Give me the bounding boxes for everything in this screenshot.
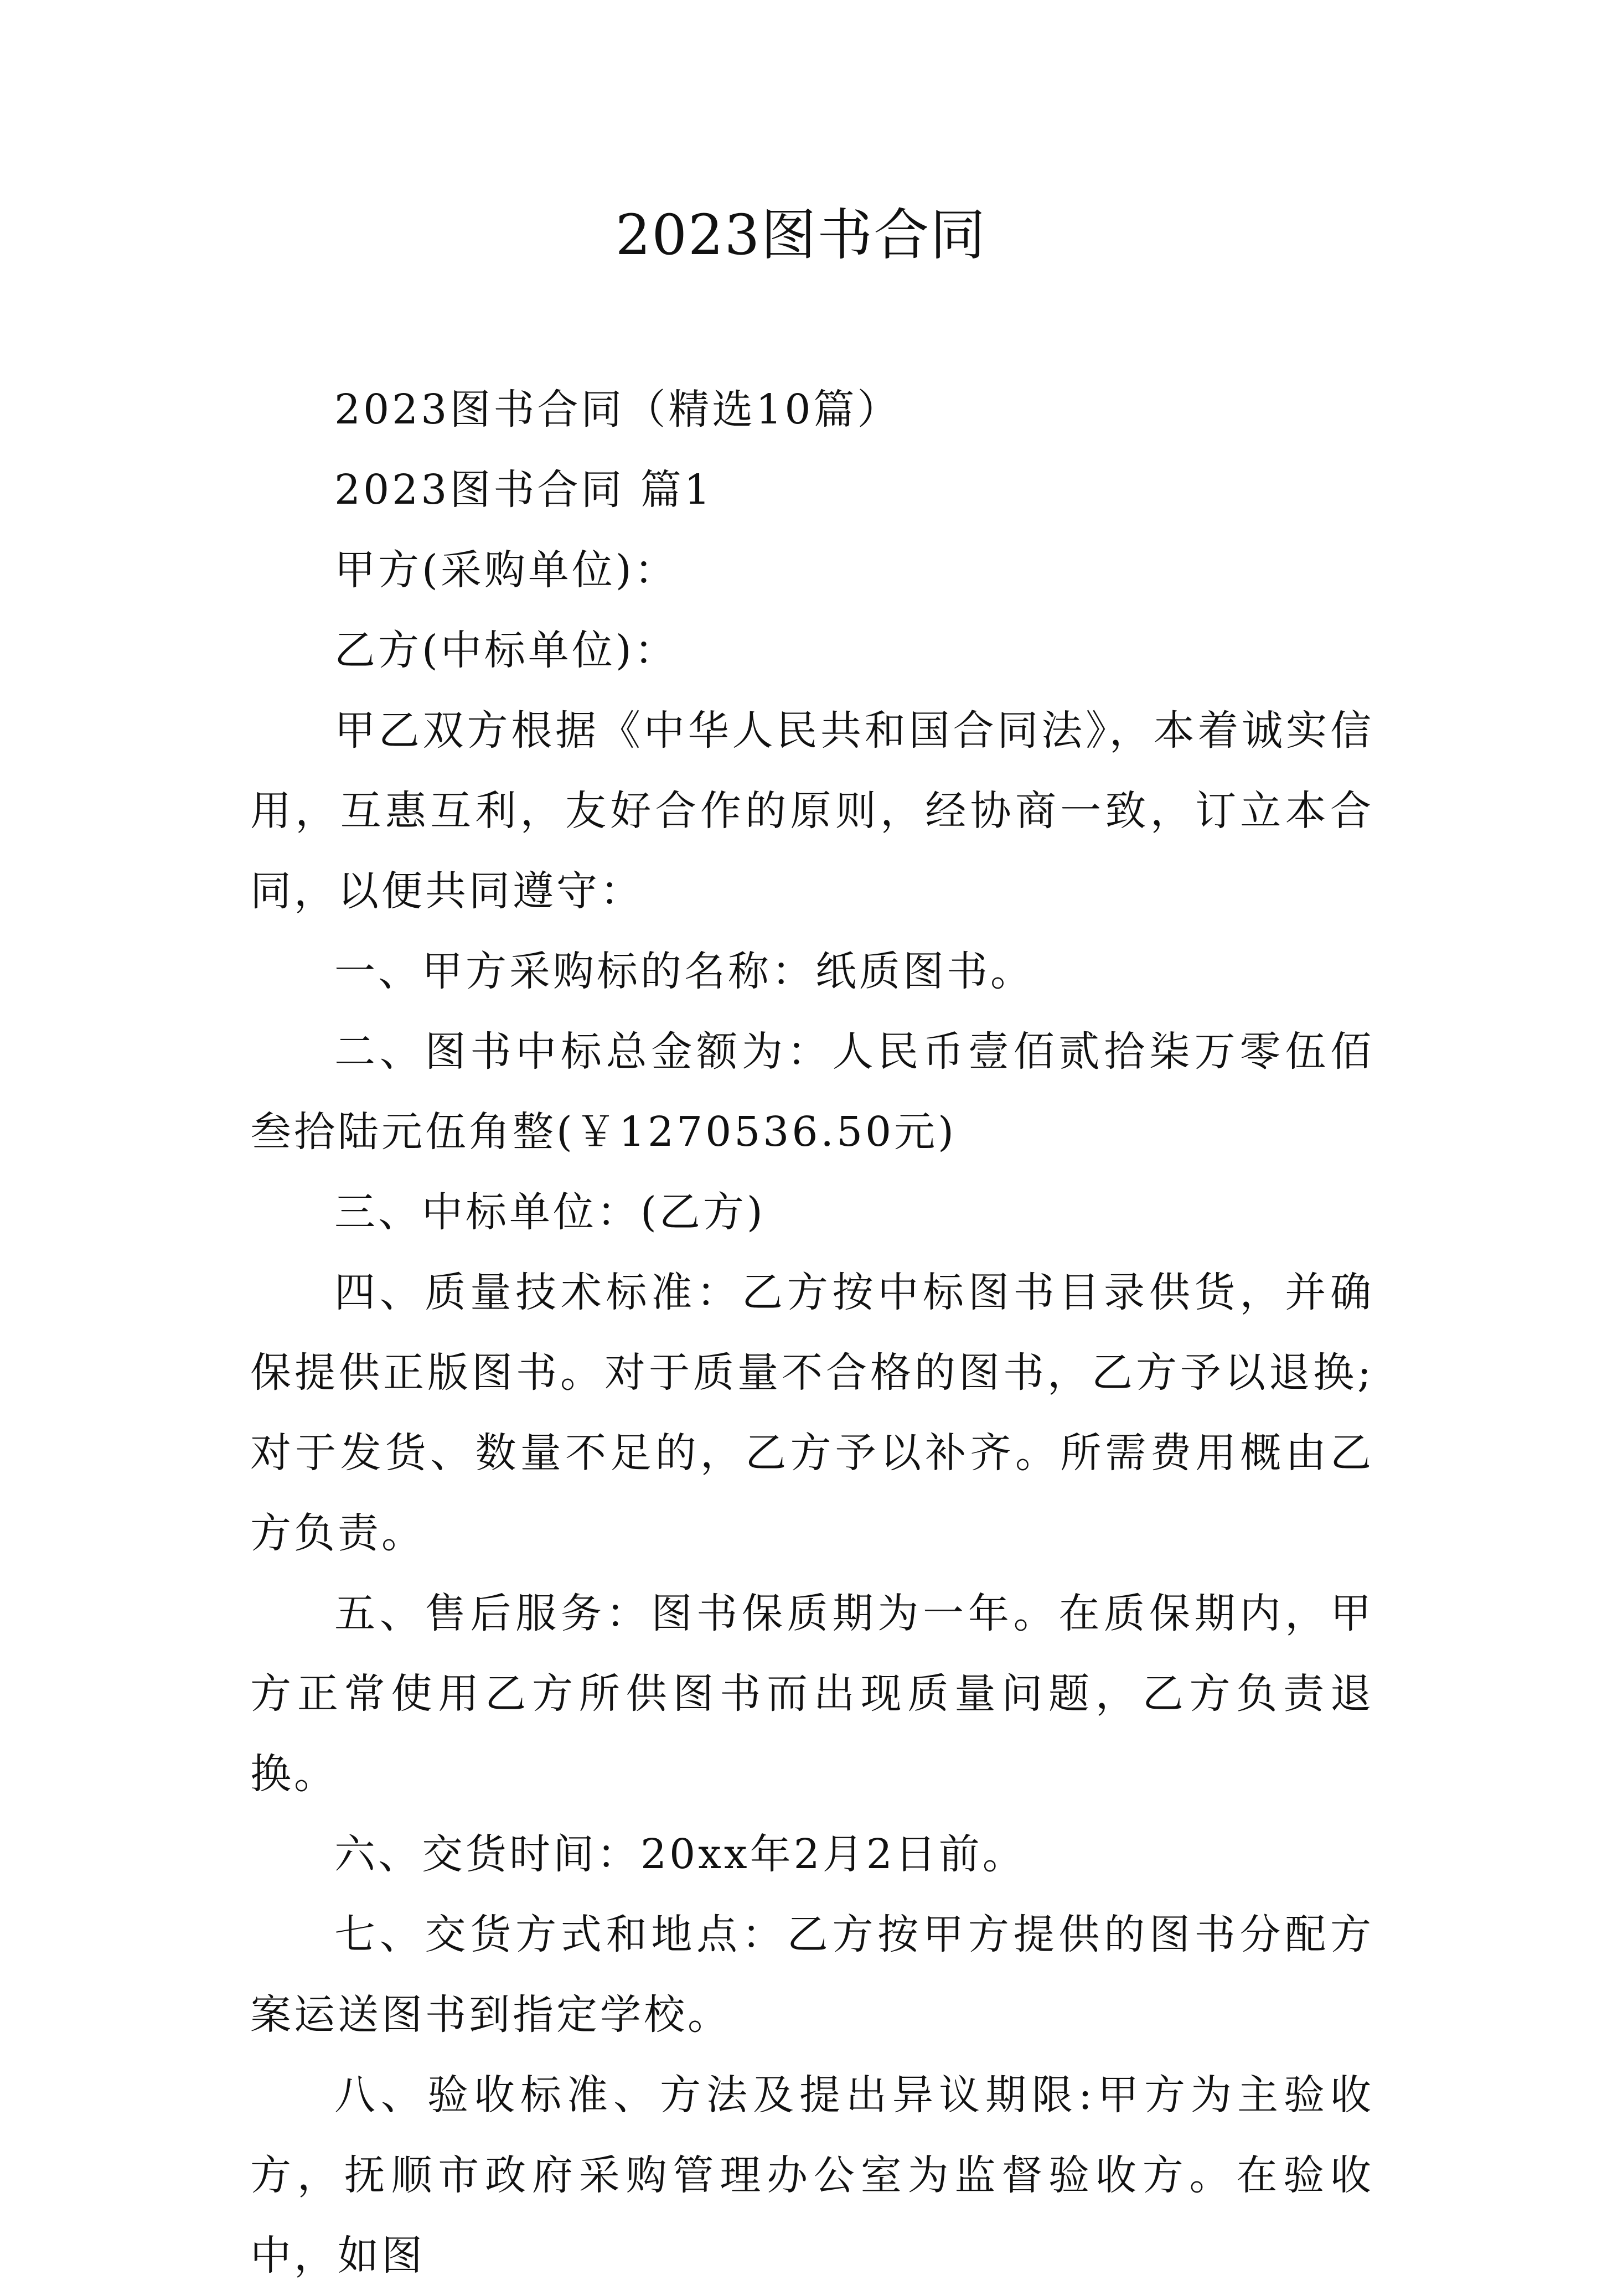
paragraph-preamble: 甲乙双方根据《中华人民共和国合同法》，本着诚实信用，互惠互利，友好合作的原则，经协商一致，订立本合同，以便共同遵守：: [250, 707, 1374, 915]
document-body: [250, 370, 1374, 2296]
clause-7: 七、交货方式和地点：乙方按甲方提供的图书分配方案运送图书到指定学校。: [250, 1911, 1374, 2039]
clause-6: 六、交货时间：20xx年2月2日前。: [334, 1830, 1026, 1878]
paragraph-party-b: 乙方(中标单位)：: [334, 627, 678, 674]
clause-4: 四、质量技术标准：乙方按中标图书目录供货，并确保提供正版图书。对于质量不合格的图书，乙方予以退换;对于发货、数量不足的，乙方予以补齐。所需费用概由乙方负责。: [250, 1269, 1374, 1557]
paragraph-section-heading: 2023图书合同 篇1: [334, 466, 713, 514]
document-title: 2023图书合同: [615, 203, 987, 267]
clause-5: 五、售后服务：图书保质期为一年。在质保期内，甲方正常使用乙方所供图书而出现质量问题，乙方负责退换。: [250, 1590, 1374, 1798]
clause-1: 一、甲方采购标的名称：纸质图书。: [334, 948, 1034, 995]
clause-8: 八、验收标准、方法及提出异议期限:甲方为主验收方，抚顺市政府采购管理办公室为监督验收方。在验收中，如图: [250, 2071, 1374, 2279]
clause-3: 三、中标单位：(乙方): [334, 1188, 766, 1236]
paragraph-subtitle: 2023图书合同（精选10篇）: [334, 386, 901, 433]
paragraph-party-a: 甲方(采购单位)：: [334, 546, 678, 594]
clause-2: 二、图书中标总金额为：人民币壹佰贰拾柒万零伍佰叁拾陆元伍角整(￥1270536.50元): [250, 1028, 1374, 1156]
